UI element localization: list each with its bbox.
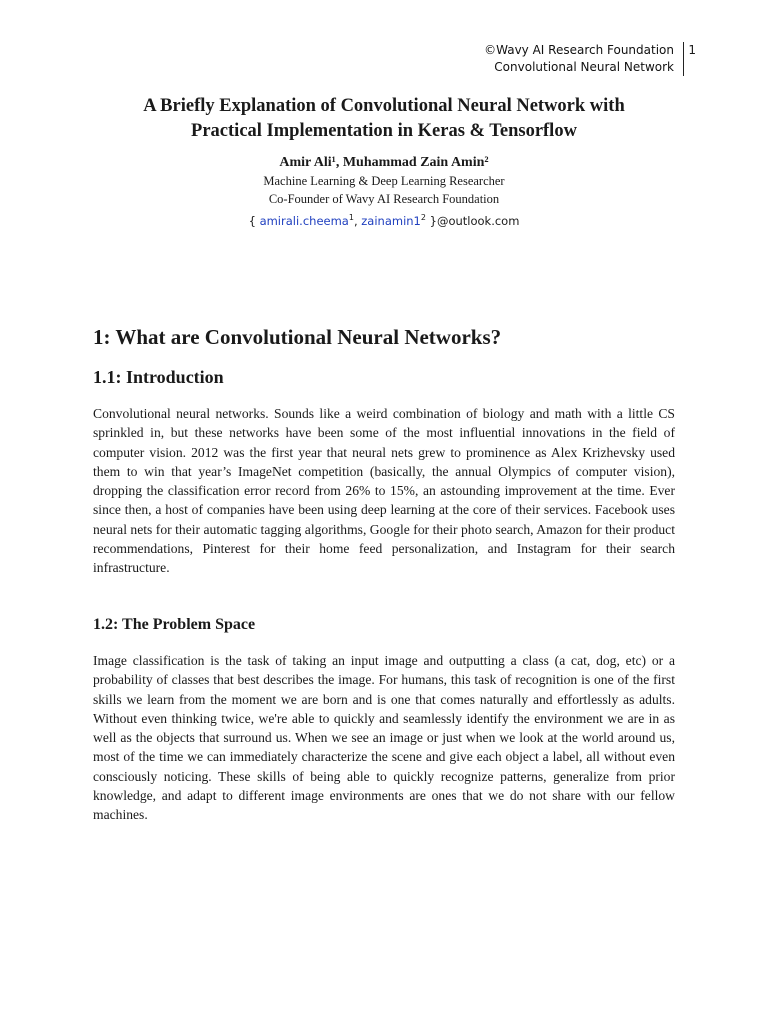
email-link-2[interactable]: zainamin1 [361,213,421,228]
page-number: 1 [688,43,696,57]
contact-open-brace: { [248,213,260,228]
introduction-heading: 1.1: Introduction [93,367,224,387]
contact-emails [60,209,708,230]
title-line-2: Practical Implementation in Keras & Tensorflow [191,121,577,141]
contact-separator: , [353,213,362,228]
running-header [436,42,696,76]
problem-space-paragraph: Image classification is the task of taking an input image and outputting a class (a cat, dog, etc) or a probability of classes that best describes the image. For humans, this task of recognition is one of the first skills we learn from the moment we are born and is one that comes naturally and effortlessly as adults. Without even thinking twice, we're able to quickly and seamlessly identify the environment we are in as well as the objects that surround us. When we see an image or just when we look at the world around us, most of the time we can immediately characterize the scene and give each object a label, all without even consciously noticing. These skills of being able to quickly recognize patterns, generalize from prior knowledge, and adapt to different image environments are ones that we do not share with our fellow machines. [93,653,675,823]
contact-domain: }@outlook.com [425,213,520,228]
problem-space-heading: 1.2: The Problem Space [93,616,256,633]
email-link-1[interactable]: amirali.cheema [259,213,349,228]
email-sup-2: 2 [420,213,426,222]
title-block [60,94,708,230]
affiliation-role: Machine Learning & Deep Learning Researcher [263,174,505,188]
title-line-1: A Briefly Explanation of Convolutional Neural Network with [143,96,625,116]
section-heading: 1: What are Convolutional Neural Networks? [93,325,502,349]
paper-title [60,94,708,144]
header-text [484,42,674,76]
header-topic: Convolutional Neural Network [494,60,674,74]
authors: Amir Ali¹, Muhammad Zain Amin² [279,155,489,170]
email-sup-1: 1 [348,213,354,222]
introduction-paragraph: Convolutional neural networks. Sounds like a weird combination of biology and math with a little CS sprinkled in, but these networks have been some of the most influential innovations in the field of computer vision. 2012 was the first year that neural nets grew to prominence as Alex Krizhevsky used them to win that year’s ImageNet competition (basically, the annual Olympics of computer vision), dropping the classification error record from 26% to 15%, an astounding improvement at the time. Ever since then, a host of companies have been using deep learning at the core of their services. Facebook uses neural nets for their automatic tagging algorithms, Google for their photo search, Amazon for their product recommendations, Pinterest for their home feed personalization, and Instagram for their search infrastructure. [93,406,675,576]
header-divider [683,42,684,76]
header-organization: ©Wavy AI Research Foundation [484,43,674,57]
affiliation-org: Co-Founder of Wavy AI Research Foundation [268,192,500,206]
